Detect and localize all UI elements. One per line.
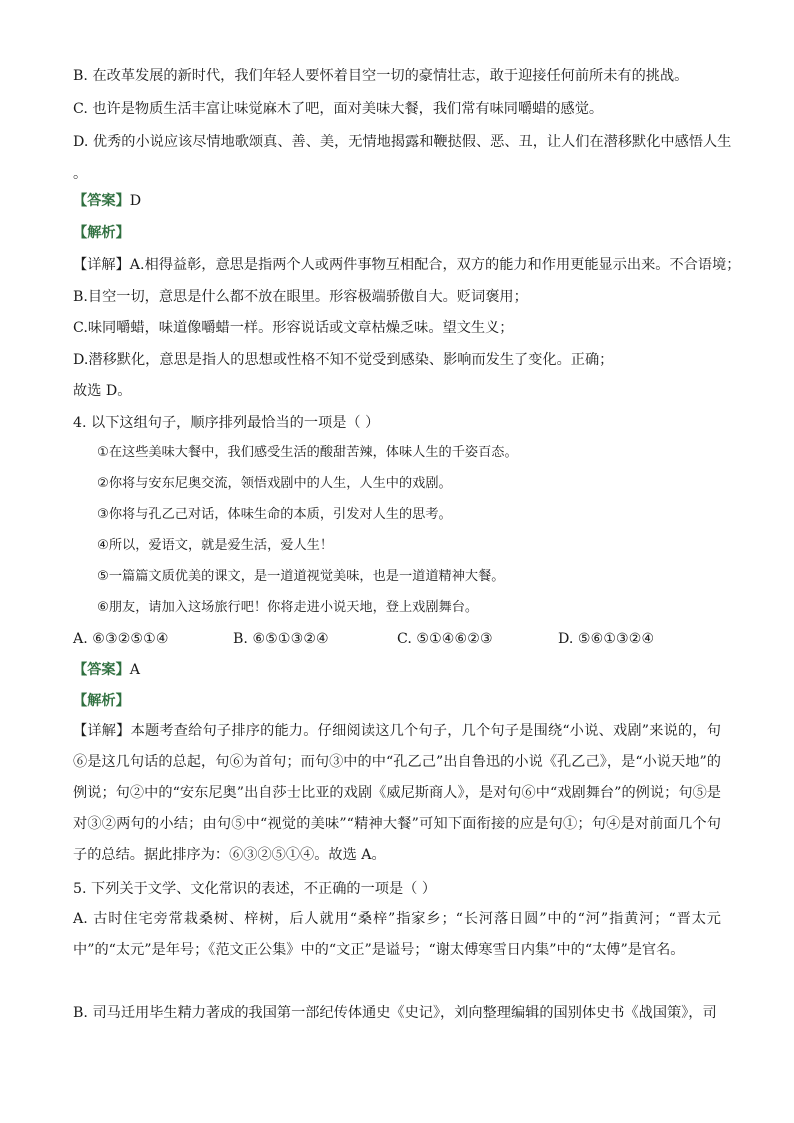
detail-tag: 【详解】 (73, 723, 131, 739)
q4-sentence: ①在这些美味大餐中，我们感受生活的酸甜苦辣，体味人生的千姿百态。 (97, 445, 518, 460)
q4-detail-paragraph (73, 716, 721, 871)
q4-answer: A (129, 662, 141, 678)
q3-option-c: C. 也许是物质生活丰富让味觉麻木了吧，面对美味大餐，我们常有味同嚼蜡的感觉。 (73, 101, 604, 117)
q4-option-b: B. ⑥⑤①③②④ (233, 631, 329, 647)
q3-answer-line (73, 191, 141, 211)
q3-detail-a: A.相得益彰，意思是指两个人或两件事物互相配合，双方的能力和作用更能显示出来。不合语境； (129, 257, 741, 273)
q3-option-d-tail: 。 (73, 166, 88, 182)
q3-detail-d: D.潜移默化，意思是指人的思想或性格不知不觉受到感染、影响而发生了变化。正确； (73, 352, 614, 368)
q4-option-d: D. ⑤⑥①③②④ (558, 631, 655, 647)
q4-option-c: C. ⑤①④⑥②③ (397, 631, 493, 647)
q3-detail-b: B.目空一切，意思是什么都不放在眼里。形容极端骄傲自大。贬词褒用； (73, 289, 528, 305)
q4-sentence: ⑥朋友，请加入这场旅行吧！你将走进小说天地，登上戏剧舞台。 (97, 600, 479, 615)
q4-sentence: ⑤一篇篇文质优美的课文，是一道道视觉美味，也是一道道精神大餐。 (97, 569, 505, 584)
detail-tag: 【详解】 (73, 257, 130, 273)
answer-tag: 【答案】 (73, 662, 130, 678)
q3-analysis-line (73, 223, 130, 243)
q3-conclusion: 故选 D。 (73, 383, 132, 399)
answer-tag: 【答案】 (73, 193, 130, 209)
q3-answer: D (129, 193, 142, 209)
q3-detail-c: C.味同嚼蜡，味道像嚼蜡一样。形容说话或文章枯燥乏味。望文生义； (73, 320, 514, 336)
q4-detail: 本题考查给句子排序的能力。仔细阅读这几个句子，几个句子是围绕“小说、戏剧”来说的，句⑥是这几句话的总起，句⑥为首句；而句③中的中“孔乙己”出自鲁迅的小说《孔乙己》，是“小说天地”的例说；句②中的“安东尼奥”出自莎士比亚的戏剧《威尼斯商人》，是对句⑥中“戏剧舞台”的例说；句⑤是对③②两句的小结；由句⑤中“视觉的美味”“精神大餐”可知下面衔接的应是句①；句④是对前面几个句子的总结。据此排序为：⑥③②⑤①④。故选 A。 (73, 723, 721, 863)
analysis-tag: 【解析】 (73, 225, 130, 241)
q4-sentence: ④所以，爱语文，就是爱生活，爱人生！ (97, 538, 334, 553)
q4-answer-line (73, 660, 140, 680)
q4-stem: 4. 以下这组句子，顺序排列最恰当的一项是（ ） (73, 415, 380, 431)
q5-stem: 5. 下列关于文学、文化常识的表述，不正确的一项是（ ） (73, 881, 437, 897)
analysis-tag: 【解析】 (73, 693, 130, 709)
q3-option-d: D. 优秀的小说应该尽情地歌颂真、善、美，无情地揭露和鞭挞假、恶、丑，让人们在潜移默化中感悟人生 (73, 134, 732, 150)
q4-sentence: ②你将与安东尼奥交流，领悟戏剧中的人生，人生中的戏剧。 (97, 476, 452, 491)
q3-option-b: B. 在改革发展的新时代，我们年轻人要怀着目空一切的豪情壮志，敢于迎接任何前所未有的挑战。 (73, 68, 689, 84)
q5-option-a: A. 古时住宅旁常栽桑树、梓树，后人就用“桑梓”指家乡；“长河落日圆”中的“河”指黄河；“晋太元中”的“太元”是年号；《范文正公集》中的“文正”是谥号；“谢太傅寒雪日内集”中的“太傅”是官名。 (73, 911, 721, 958)
q5-option-b: B. 司马迁用毕生精力著成的我国第一部纪传体通史《史记》，刘向整理编辑的国别体史书《战国策》，司 (73, 1005, 717, 1021)
q4-option-a: A. ⑥③②⑤①④ (73, 631, 169, 647)
q3-detail-a-line (73, 255, 740, 275)
q4-analysis-line (73, 691, 130, 711)
q4-sentence: ③你将与孔乙己对话，体味生命的本质，引发对人生的思考。 (97, 507, 452, 522)
